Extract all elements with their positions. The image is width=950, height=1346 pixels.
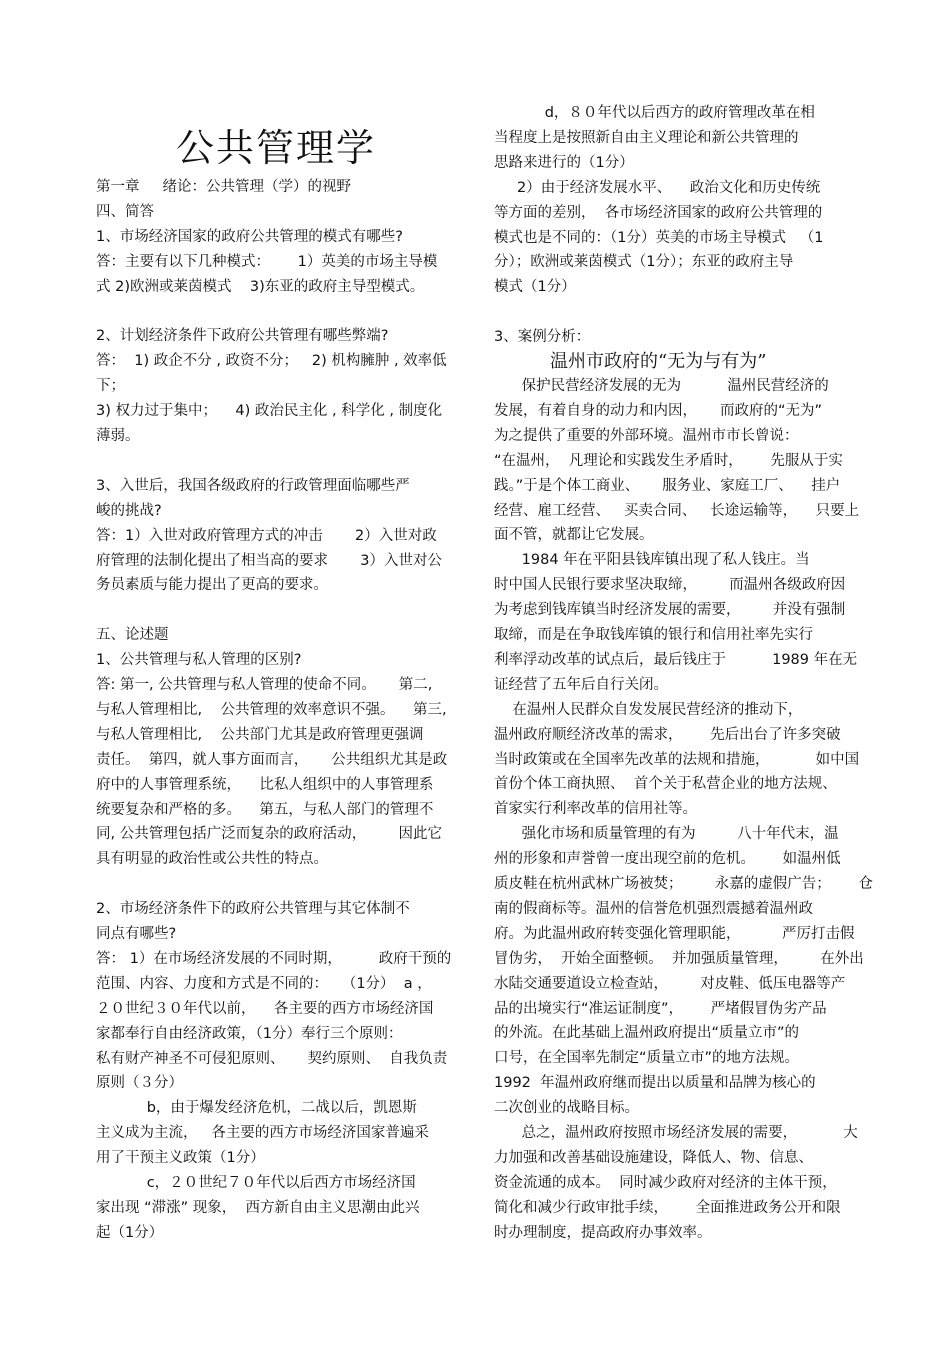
text-line: 思路来进行的（1分） <box>494 154 634 171</box>
text-line: 与私人管理相比, 公共部门尤其是政府管理更强调 <box>96 726 424 743</box>
text-line: 责任。 第四，就人事方面而言， 公共组织尤其是政 <box>96 751 448 768</box>
text-line: 时中国人民银行要求坚决取缔， 而温州各级政府因 <box>494 577 846 594</box>
text-line: 2、市场经济条件下的政府公共管理与其它体制不 <box>96 901 410 918</box>
text-line: c，２０世纪７０年代以后西方市场经济国 <box>96 1175 416 1191</box>
text-line: 强化市场和质量管理的有为 八十年代末，温 <box>494 826 839 843</box>
text-line: 当程度上是按照新自由主义理论和新公共管理的 <box>494 129 799 146</box>
text-line: 府管理的法制化提出了相当高的要求 3）入世对公 <box>96 552 442 569</box>
text-line: 当时政策或在全国率先改革的法规和措施， 如中国 <box>494 751 860 768</box>
text-line: 务员素质与能力提出了更高的要求。 <box>96 577 328 594</box>
text-line: 为之提供了重要的外部环境。温州市市长曾说： <box>494 427 799 444</box>
text-line: 二次创业的战略目标。 <box>494 1100 639 1117</box>
document-title: 公共管理学 <box>176 126 377 170</box>
text-line: ２０世纪３０年代以前， 各主要的西方市场经济国 <box>96 1000 434 1017</box>
text-line: 答： 1) 政企不分 , 政资不分； 2) 机构臃肿 , 效率低 <box>96 353 447 370</box>
text-line: 下； <box>96 378 125 395</box>
text-line: 同, 公共管理包括广泛而复杂的政府活动， 因此它 <box>96 826 442 843</box>
text-line: 府。为此温州政府转变强化管理职能， 严厉打击假 <box>494 925 855 942</box>
text-line: 模式也是不同的：（1分）英美的市场主导模式 （1 <box>494 229 824 246</box>
text-line: 统要复杂和严格的多。 第五，与私人部门的管理不 <box>96 801 434 818</box>
text-line: 私有财产神圣不可侵犯原则、 契约原则、 自我负责 <box>96 1050 448 1067</box>
text-line: 家都奉行自由经济政策，（1分）奉行三个原则： <box>96 1025 403 1042</box>
text-line: 在温州人民群众自发发展民营经济的推动下， <box>494 701 803 718</box>
text-line: 府中的人事管理系统， 比私人组织中的人事管理系 <box>96 776 434 793</box>
text-line: 品的出境实行“准运证制度”， 严堵假冒伪劣产品 <box>494 1000 827 1017</box>
text-line: 四、简答 <box>96 203 154 220</box>
text-line: 资金流通的成本。 同时减少政府对经济的主体干预， <box>494 1174 837 1191</box>
text-line: 分）；欧洲或莱茵模式（1分）；东亚的政府主导 <box>494 254 794 271</box>
text-line: 式 2)欧洲或莱茵模式 3)东亚的政府主导型模式。 <box>96 278 425 295</box>
case-title: 温州市政府的“无为与有为” <box>550 351 767 372</box>
text-line: 质皮鞋在杭州武林广场被焚； 永嘉的虚假广告； 仓 <box>494 876 873 892</box>
text-line: 家出现 “滞涨” 现象， 西方新自由主义思潮由此兴 <box>96 1199 420 1216</box>
text-line: 经营、雇工经营、 买卖合同、 长途运输等， 只要上 <box>494 502 860 519</box>
text-line: 起（1分） <box>96 1224 164 1241</box>
text-line: 薄弱。 <box>96 428 140 444</box>
text-line: 2）由于经济发展水平、 政治文化和历史传统 <box>494 179 821 196</box>
text-line: 答：主要有以下几种模式： 1）英美的市场主导模 <box>96 253 438 270</box>
text-line: 五、论述题 <box>96 627 169 644</box>
text-line: 首份个体工商执照、 首个关于私营企业的地方法规、 <box>494 776 837 793</box>
text-line: 1、公共管理与私人管理的区别? <box>96 652 302 669</box>
text-line: 水陆交通要道设立检查站， 对皮鞋、低压电器等产 <box>494 975 846 992</box>
text-line: 温州政府顺经济改革的需求， 先后出台了许多突破 <box>494 726 841 743</box>
text-line: d，８０年代以后西方的政府管理改革在相 <box>494 105 815 121</box>
text-line: 保护民营经济发展的无为 温州民营经济的 <box>494 378 829 394</box>
text-line: 3) 权力过于集中； 4) 政治民主化 , 科学化 , 制度化 <box>96 403 443 420</box>
text-line: 1、市场经济国家的政府公共管理的模式有哪些? <box>96 228 403 245</box>
text-line: 口号，在全国率先制定“质量立市”的地方法规。 <box>494 1050 800 1067</box>
text-line: 等方面的差别， 各市场经济国家的政府公共管理的 <box>494 204 823 221</box>
text-line: 践。”于是个体工商业、 服务业、家庭工厂、 挂户 <box>494 477 841 494</box>
text-line: 模式（1分） <box>494 279 576 296</box>
text-line: 利率浮动改革的试点后，最后钱庄于 1989 年在无 <box>494 651 858 668</box>
text-line: 答： 1）在市场经济发展的不同时期， 政府干预的 <box>96 950 452 967</box>
text-line: 3、案例分析： <box>494 329 591 346</box>
text-line: “在温州， 凡理论和实践发生矛盾时， 先服从于实 <box>494 452 843 469</box>
text-line: 简化和减少行政审批手续， 全面推进政务公开和限 <box>494 1199 841 1216</box>
text-line: 答：1）入世对政府管理方式的冲击 2）入世对政 <box>96 527 437 544</box>
text-line: 范围、内容、力度和方式是不同的： （1分） a ， <box>96 975 432 992</box>
text-line: 的外流。在此基础上温州政府提出“质量立市”的 <box>494 1025 800 1042</box>
text-line: 同点有哪些? <box>96 926 177 942</box>
text-line: 时办理制度，提高政府办事效率。 <box>494 1224 712 1241</box>
text-line: 第一章 绪论：公共管理（学）的视野 <box>96 179 352 195</box>
text-line: 与私人管理相比, 公共管理的效率意识不强。 第三, <box>96 701 447 718</box>
text-line: 答: 第一, 公共管理与私人管理的使命不同。 第二, <box>96 677 433 693</box>
text-line: 首家实行利率改革的信用社等。 <box>494 801 697 818</box>
text-line: 发展，有着自身的动力和内因， 而政府的“无为” <box>494 402 823 419</box>
text-line: 峻的挑战? <box>96 502 162 519</box>
text-line: 为考虑到钱库镇当时经济发展的需要， 并没有强制 <box>494 602 846 619</box>
text-line: 原则（３分） <box>96 1075 183 1092</box>
text-line: 南的假商标等。温州的信誉危机强烈震撼着温州政 <box>494 900 813 917</box>
text-line: 取缔，而是在争取钱库镇的银行和信用社率先实行 <box>494 627 813 643</box>
text-line: 力加强和改善基础设施建设，降低人、物、信息、 <box>494 1149 813 1166</box>
text-line: 主义成为主流， 各主要的西方市场经济国家普遍采 <box>96 1125 429 1142</box>
text-line: 州的形象和声誉曾一度出现空前的危机。 如温州低 <box>494 851 841 868</box>
text-line: 面不管，就都让它发展。 <box>494 527 654 544</box>
text-line: 1992 年温州政府继而提出以质量和品牌为核心的 <box>494 1075 816 1092</box>
text-line: 3、入世后，我国各级政府的行政管理面临哪些严 <box>96 477 410 494</box>
text-line: 具有明显的政治性或公共性的特点。 <box>96 851 328 868</box>
text-line: 用了干预主义政策（1分） <box>96 1150 265 1167</box>
text-line: 1984 年在平阳县钱库镇出现了私人钱庄。当 <box>494 552 810 569</box>
text-line: 证经营了五年后自行关闭。 <box>494 676 668 693</box>
text-line: 冒伪劣， 开始全面整顿。 并加强质量管理， 在外出 <box>494 950 864 967</box>
text-line: b，由于爆发经济危机，二战以后，凯恩斯 <box>96 1100 417 1117</box>
text-line: 2、计划经济条件下政府公共管理有哪些弊端? <box>96 328 389 345</box>
text-line: 总之，温州政府按照市场经济发展的需要， 大 <box>494 1125 858 1141</box>
